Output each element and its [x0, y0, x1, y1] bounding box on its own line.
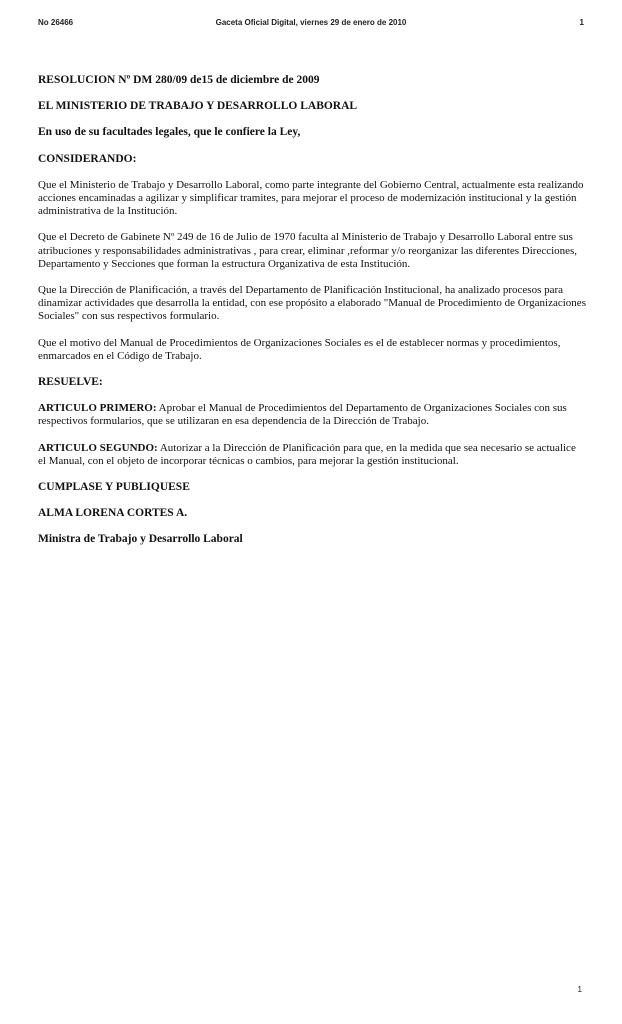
ministry-heading: EL MINISTERIO DE TRABAJO Y DESARROLLO LABORAL	[38, 100, 358, 113]
paragraph-3: Que la Dirección de Planificación, a través del Departamento de Planificación Institucional, ha analizado procesos para dinamizar actividades que desarrolla la entidad, con ese propósito a elaborado "Manual de Procedimiento de Organizaciones Sociales" con sus respectivos formulario.	[38, 284, 586, 323]
article-first-label: ARTICULO PRIMERO:	[38, 402, 157, 415]
paragraph-2: Que el Decreto de Gabinete Nº 249 de 16 de Julio de 1970 faculta al Ministerio de Trabajo y Desarrollo Laboral entre sus atribuciones y responsabilidades administrativas , para crear, eliminar ,reformar y/o reorganizar las diferentes Direcciones, Departamento y Secciones que forman la estructura Organizativa de esta Institución.	[38, 231, 578, 270]
faculties-statement: En uso de su facultades legales, que le confiere la Ley,	[38, 126, 301, 139]
paragraph-1: Que el Ministerio de Trabajo y Desarrollo Laboral, como parte integrante del Gobierno Central, actualmente esta realizando acciones encaminadas a agilizar y simplificar tramites, para mejorar el proceso de modernización institucional y la gestión administrativa de la Institución.	[38, 178, 584, 218]
signatory-title: Ministra de Trabajo y Desarrollo Laboral	[38, 533, 243, 546]
document-body	[38, 74, 586, 560]
paragraph-4: Que el motivo del Manual de Procedimientos de Organizaciones Sociales es el de establecer normas y procedimientos, enmarcados en el Código de Trabajo.	[38, 336, 561, 362]
header-page-number: 1	[579, 18, 584, 27]
signatory-name: ALMA LORENA CORTES A.	[38, 507, 188, 520]
gazette-number: No 26466	[38, 18, 74, 27]
article-first	[38, 402, 586, 428]
article-second-text: Autorizar a la Dirección de Planificación para que, en la medida que sea necesario se actualice el Manual, con el objeto de incorporar técnicas o cambios, para mejorar la gestión institucional.	[38, 441, 576, 467]
article-second	[38, 442, 586, 468]
resolution-title: RESOLUCION Nº DM 280/09 de15 de diciembre de 2009	[38, 74, 320, 86]
footer-page-number: 1	[577, 985, 582, 994]
article-first-text: Aprobar el Manual de Procedimientos del Departamento de Organizaciones Sociales con sus respectivos formularios, que se utilizaran en esa dependencia de la Dirección de Trabajo.	[38, 402, 567, 428]
considerando-heading: CONSIDERANDO:	[38, 152, 137, 165]
article-second-label: ARTICULO SEGUNDO:	[38, 441, 158, 454]
cumplase-heading: CUMPLASE Y PUBLIQUESE	[38, 481, 190, 494]
page-header	[38, 18, 584, 30]
resuelve-heading: RESUELVE:	[38, 376, 103, 389]
gazette-title-date: Gaceta Oficial Digital, viernes 29 de enero de 2010	[215, 18, 407, 27]
